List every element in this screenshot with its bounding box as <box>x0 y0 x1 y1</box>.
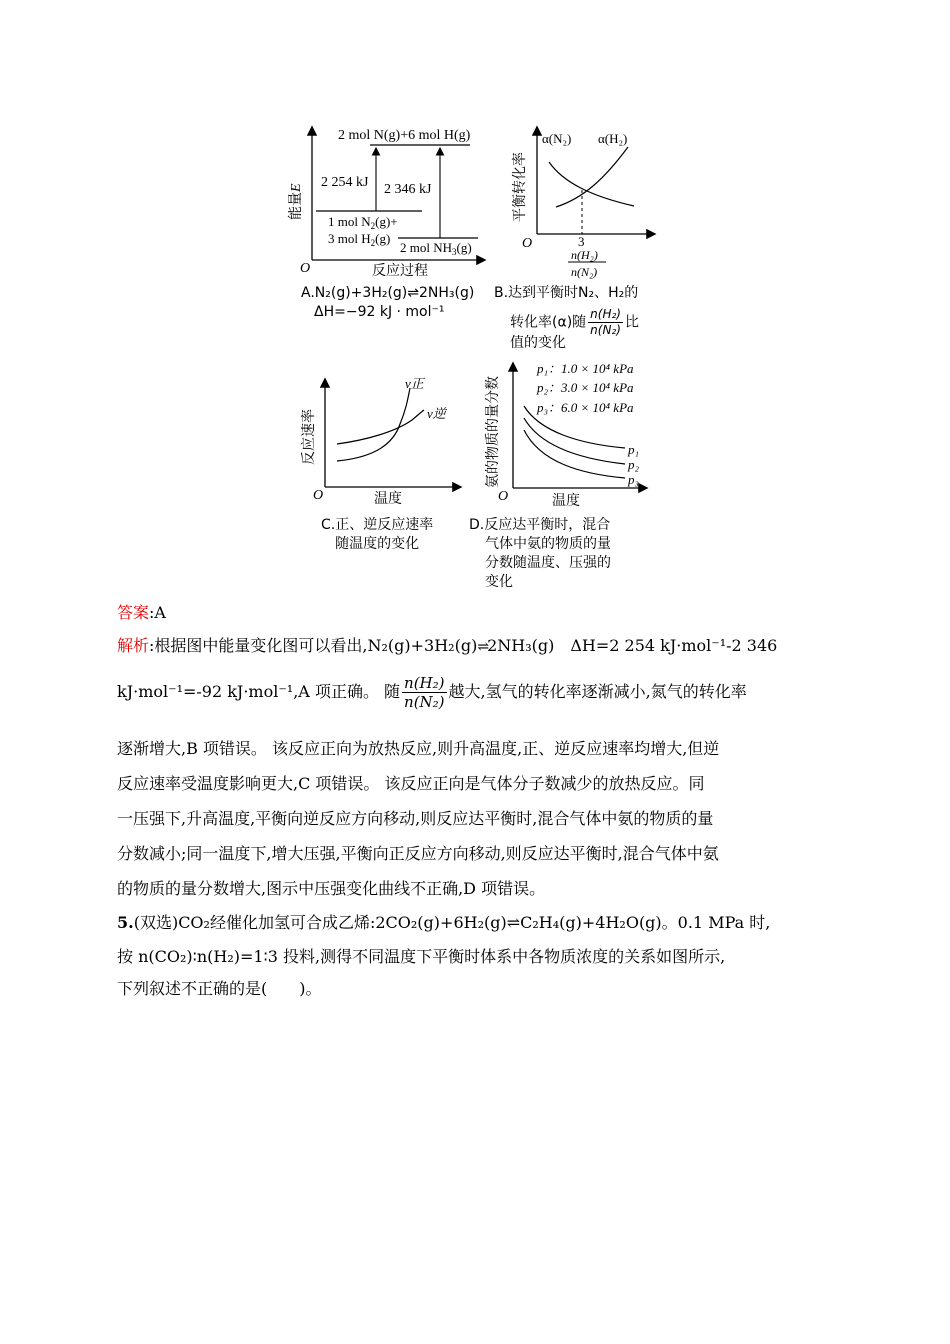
b-caption-pre: 转化率(α)随 <box>510 314 587 331</box>
answer-line <box>117 600 166 623</box>
d-curve-label-p2: p₂ <box>628 457 640 472</box>
b-caption <box>494 284 639 353</box>
panel-b-conversion-chart <box>512 128 654 279</box>
b-caption-line3: 值的变化 <box>510 335 566 351</box>
answer-label: 答案 <box>117 603 150 622</box>
a-reactant-line1: 1 mol $N_2(g)+$ <box>328 214 398 231</box>
analysis-line-1: 解析:根据图中能量变化图可以看出,N₂(g)+3H₂(g)⇌2NH₃(g) ΔH=2 254 kJ·mol⁻¹-2 346 <box>117 636 778 655</box>
c-y-axis-label: 反应速率 <box>302 409 317 465</box>
b-origin: O <box>522 236 533 251</box>
a-caption-line1: A.N₂(g)+3H₂(g)⇌2NH₃(g) <box>301 285 475 301</box>
d-legend-p1: p₁：1.0 × 10⁴ kPa <box>537 361 634 376</box>
d-y-axis-label: 氨的物质的量分数 <box>486 376 501 488</box>
b-curve-alpha-h2 <box>556 147 628 207</box>
b-x-numerator: n(H₂) <box>571 248 598 262</box>
answer-value: :A <box>149 603 166 622</box>
analysis-line-3: 逐渐增大,B 项错误。 该反应正向为放热反应,则升高温度,正、逆反应速率均增大,但逆 <box>117 739 720 758</box>
b-caption-line1: B.达到平衡时N₂、H₂的 <box>494 285 639 301</box>
question-line-2: 按 n(CO₂)∶n(H₂)=1∶3 投料,测得不同温度下平衡时体系中各物质浓度的关系如图所示, <box>117 947 726 966</box>
d-caption <box>469 516 611 592</box>
d-caption-line1: D.反应达平衡时，混合 <box>469 517 611 533</box>
b-curve-alpha-n2 <box>549 162 634 206</box>
b-x-tick-3: 3 <box>578 234 585 249</box>
d-curve-p2 <box>524 418 625 464</box>
a-y-axis-label: 能量E <box>289 183 304 220</box>
c-label-v-forward: v正 <box>405 376 424 391</box>
b-label-alpha-n2: α(N₂) <box>542 131 572 146</box>
b-caption-fraction: $\frac{\text{n(H₂)}}{\text{n(N₂)}}$ <box>590 307 621 337</box>
d-origin: O <box>498 489 509 504</box>
d-x-axis-label: 温度 <box>552 494 580 509</box>
d-caption-line2: 气体中氨的物质的量 <box>485 536 611 552</box>
panel-c-rate-chart <box>300 376 460 507</box>
analysis-line-2: kJ·mol⁻¹=-92 kJ·mol⁻¹,A 项正确。 随 $\frac{\text{n(H₂)}}{\text{n(N₂)}}$ 越大,氢气的转化率逐渐减小,氮气的转化率 <box>117 674 747 711</box>
d-curve-label-p3: p₃ <box>628 472 640 487</box>
a-caption-line2: ΔH=−92 kJ · mol⁻¹ <box>314 304 445 320</box>
analysis-line-4: 反应速率受温度影响更大,C 项错误。 该反应正向是气体分子数减少的放热反应。同 <box>117 774 705 793</box>
b-y-axis-label: 平衡转化率 <box>513 152 528 222</box>
figure-svg <box>0 0 950 600</box>
a-product-label: 2 mol $NH_3(g)$ <box>400 240 472 257</box>
a-reactant-line2: 3 mol $H_2(g)$ <box>328 231 391 248</box>
a-left-value: 2 254 kJ <box>321 175 369 190</box>
d-legend-p2: p₂：3.0 × 10⁴ kPa <box>537 380 634 395</box>
b-caption-post: 比 <box>624 314 639 331</box>
a-origin: O <box>300 261 311 276</box>
question-line-1: 5.(双选)CO₂经催化加氢可合成乙烯:2CO₂(g)+6H₂(g)⇌C₂H₄(g)+4H₂O(g)。0.1 MPa 时, <box>117 913 771 932</box>
a-x-axis-label: 反应过程 <box>372 264 428 279</box>
d-caption-line4: 变化 <box>485 574 513 590</box>
d-curve-label-p1: p₁ <box>628 442 640 457</box>
question-number: 5. <box>117 913 134 932</box>
c-curve-v-reverse <box>337 410 424 444</box>
d-caption-line3: 分数随温度、压强的 <box>485 555 611 571</box>
analysis-label: 解析 <box>117 636 150 655</box>
analysis-line-7: 的物质的量分数增大,图示中压强变化曲线不正确,D 项错误。 <box>117 879 546 898</box>
b-x-denominator: n(N₂) <box>571 265 598 279</box>
b-label-alpha-h2: α(H₂) <box>598 131 628 146</box>
c-origin: O <box>313 488 324 503</box>
c-x-axis-label: 温度 <box>374 492 402 507</box>
panel-a-energy-diagram <box>287 128 484 279</box>
c-caption-line1: C.正、逆反应速率 <box>321 517 434 533</box>
question-line-3: 下列叙述不正确的是( )。 <box>117 979 322 998</box>
analysis-line-5: 一压强下,升高温度,平衡向逆反应方向移动,则反应达平衡时,混合气体中氨的物质的量 <box>117 809 714 828</box>
a-top-label: 2 mol N(g)+6 mol H(g) <box>338 128 471 143</box>
c-curve-v-forward <box>337 388 410 461</box>
c-caption <box>321 516 433 554</box>
c-label-v-reverse: v逆 <box>427 406 446 421</box>
figure-panel <box>0 0 950 600</box>
a-caption <box>301 284 474 322</box>
panel-d-ammonia-chart <box>484 361 646 509</box>
analysis-line-6: 分数减小;同一温度下,增大压强,平衡向正反应方向移动,则反应达平衡时,混合气体中氨 <box>117 844 719 863</box>
a-right-value: 2 346 kJ <box>384 182 432 197</box>
d-legend-p3: p₃：6.0 × 10⁴ kPa <box>537 400 634 415</box>
c-caption-line2: 随温度的变化 <box>335 536 420 552</box>
analysis-fraction: $\frac{\text{n(H₂)}}{\text{n(N₂)}}$ <box>404 674 445 711</box>
